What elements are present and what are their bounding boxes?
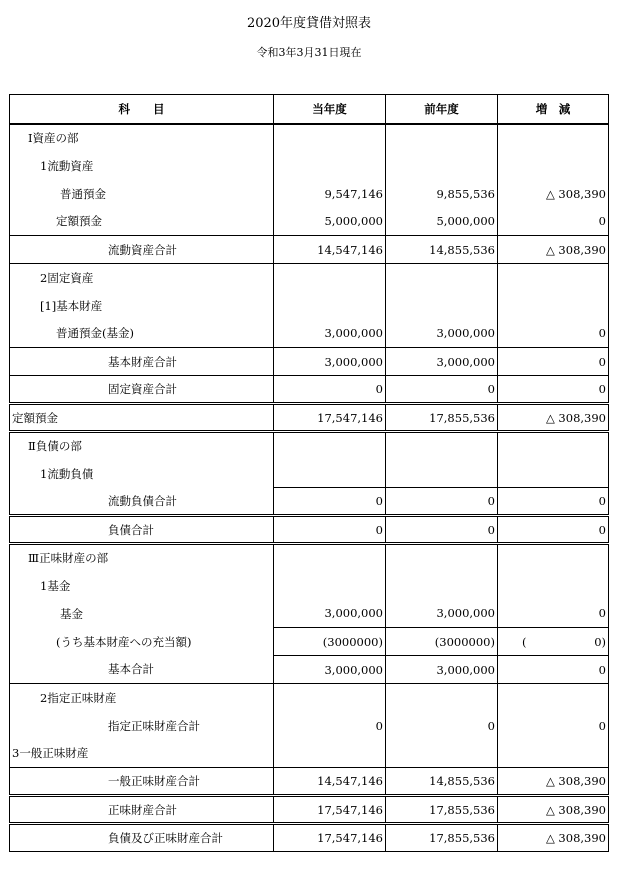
row-label: 負債合計: [10, 516, 274, 544]
row-label: Ⅲ正味財産の部: [10, 544, 274, 572]
change-value: [498, 572, 609, 600]
section-row-assets: [10, 124, 609, 152]
previous-value: 0: [386, 712, 498, 740]
row-label: Ⅰ資産の部: [10, 124, 274, 152]
previous-value: [386, 124, 498, 152]
total-row-assets: [10, 404, 609, 432]
previous-value: 17,855,536: [386, 796, 498, 824]
change-value: 0: [498, 348, 609, 376]
total-row-net-assets: [10, 796, 609, 824]
previous-value: [386, 292, 498, 320]
previous-value: 17,855,536: [386, 404, 498, 432]
row-label: 1流動負債: [10, 460, 274, 488]
row-label: 1基金: [10, 572, 274, 600]
previous-value: 17,855,536: [386, 824, 498, 852]
previous-value: [386, 740, 498, 768]
table-row: [10, 152, 609, 180]
current-value: [274, 124, 386, 152]
subtotal-row: [10, 768, 609, 796]
current-value: (3000000): [274, 628, 386, 656]
change-value: △ 308,390: [498, 404, 609, 432]
table-row: [10, 180, 609, 208]
current-value: 17,547,146: [274, 796, 386, 824]
row-label: 基金: [10, 600, 274, 628]
row-label: 普通預金(基金): [10, 320, 274, 348]
current-value: 0: [274, 516, 386, 544]
change-value: [498, 460, 609, 488]
previous-value: [386, 544, 498, 572]
table-row: [10, 628, 609, 656]
change-value: 0: [498, 516, 609, 544]
current-value: 3,000,000: [274, 656, 386, 684]
change-value: [498, 432, 609, 460]
previous-value: 0: [386, 488, 498, 516]
report-date: 令和3年3月31日現在: [256, 46, 362, 59]
change-value: [498, 264, 609, 292]
column-header-current: 当年度: [274, 95, 386, 124]
current-value: 14,547,146: [274, 236, 386, 264]
current-value: [274, 292, 386, 320]
change-value: 0: [498, 320, 609, 348]
previous-value: 0: [386, 376, 498, 404]
row-label: (うち基本財産への充当額): [10, 628, 274, 656]
subtotal-row: [10, 656, 609, 684]
previous-value: 5,000,000: [386, 208, 498, 236]
table-row: [10, 292, 609, 320]
change-value: [498, 152, 609, 180]
row-label: 2固定資産: [10, 264, 274, 292]
section-row-net-assets: [10, 544, 609, 572]
subtotal-row: [10, 712, 609, 740]
table-header-row: [10, 95, 609, 124]
change-value: [498, 124, 609, 152]
row-label: 基本財産合計: [10, 348, 274, 376]
previous-value: 3,000,000: [386, 320, 498, 348]
row-label: 定額預金: [10, 208, 274, 236]
subtotal-row: [10, 488, 609, 516]
column-header-previous: 前年度: [386, 95, 498, 124]
previous-value: 3,000,000: [386, 600, 498, 628]
row-label: 1流動資産: [10, 152, 274, 180]
row-label: Ⅱ負債の部: [10, 432, 274, 460]
previous-value: [386, 460, 498, 488]
current-value: 5,000,000: [274, 208, 386, 236]
current-value: [274, 432, 386, 460]
row-label: 負債及び正味財産合計: [10, 824, 274, 852]
previous-value: [386, 572, 498, 600]
change-value: 0: [498, 600, 609, 628]
total-row-liabilities: [10, 516, 609, 544]
row-label: 3一般正味財産: [10, 740, 274, 768]
current-value: [274, 460, 386, 488]
change-value: [498, 740, 609, 768]
current-value: 17,547,146: [274, 824, 386, 852]
row-label: 指定正味財産合計: [10, 712, 274, 740]
current-value: 14,547,146: [274, 768, 386, 796]
change-value: △ 308,390: [498, 796, 609, 824]
current-value: 3,000,000: [274, 348, 386, 376]
change-value: △ 308,390: [498, 236, 609, 264]
subtotal-row: [10, 236, 609, 264]
change-value: 0: [498, 376, 609, 404]
table-row: [10, 572, 609, 600]
row-label: 基本合計: [10, 656, 274, 684]
row-label: 固定資産合計: [10, 376, 274, 404]
current-value: 3,000,000: [274, 320, 386, 348]
current-value: 9,547,146: [274, 180, 386, 208]
change-value: [498, 544, 609, 572]
change-value: 0: [498, 488, 609, 516]
previous-value: [386, 684, 498, 712]
change-close-value: 0): [594, 634, 606, 649]
previous-value: [386, 152, 498, 180]
current-value: [274, 544, 386, 572]
change-value: △ 308,390: [498, 180, 609, 208]
row-label: 普通預金: [10, 180, 274, 208]
row-label: 2指定正味財産: [10, 684, 274, 712]
current-value: 3,000,000: [274, 600, 386, 628]
column-header-item: 科 目: [10, 95, 274, 124]
current-value: 0: [274, 488, 386, 516]
previous-value: 9,855,536: [386, 180, 498, 208]
column-header-change: 増 減: [498, 95, 609, 124]
previous-value: 14,855,536: [386, 236, 498, 264]
current-value: 0: [274, 376, 386, 404]
table-row: [10, 208, 609, 236]
previous-value: 14,855,536: [386, 768, 498, 796]
change-value: 0: [498, 712, 609, 740]
row-label: 定額預金: [10, 404, 274, 432]
previous-value: 3,000,000: [386, 656, 498, 684]
change-value: △ 308,390: [498, 824, 609, 852]
current-value: [274, 264, 386, 292]
section-row-liabilities: [10, 432, 609, 460]
current-value: [274, 152, 386, 180]
table-row: [10, 684, 609, 712]
subtotal-row: [10, 348, 609, 376]
change-value: [498, 292, 609, 320]
previous-value: [386, 432, 498, 460]
previous-value: [386, 264, 498, 292]
subtotal-row: [10, 376, 609, 404]
previous-value: 3,000,000: [386, 348, 498, 376]
row-label: 流動資産合計: [10, 236, 274, 264]
current-value: 0: [274, 712, 386, 740]
row-label: 一般正味財産合計: [10, 768, 274, 796]
grand-total-row: [10, 824, 609, 852]
table-row: [10, 740, 609, 768]
row-label: 流動負債合計: [10, 488, 274, 516]
change-value: 0: [498, 208, 609, 236]
table-row: [10, 600, 609, 628]
change-value: [498, 628, 609, 656]
table-row: [10, 264, 609, 292]
change-value: 0: [498, 656, 609, 684]
current-value: 17,547,146: [274, 404, 386, 432]
table-row: [10, 320, 609, 348]
balance-sheet-table: [9, 94, 609, 852]
change-value: [498, 684, 609, 712]
row-label: [1]基本財産: [10, 292, 274, 320]
table-row: [10, 460, 609, 488]
current-value: [274, 572, 386, 600]
report-title: 2020年度貸借対照表: [246, 16, 372, 31]
change-open-paren: (: [522, 634, 527, 649]
previous-value: 0: [386, 516, 498, 544]
current-value: [274, 740, 386, 768]
row-label: 正味財産合計: [10, 796, 274, 824]
change-value: △ 308,390: [498, 768, 609, 796]
previous-value: (3000000): [386, 628, 498, 656]
current-value: [274, 684, 386, 712]
